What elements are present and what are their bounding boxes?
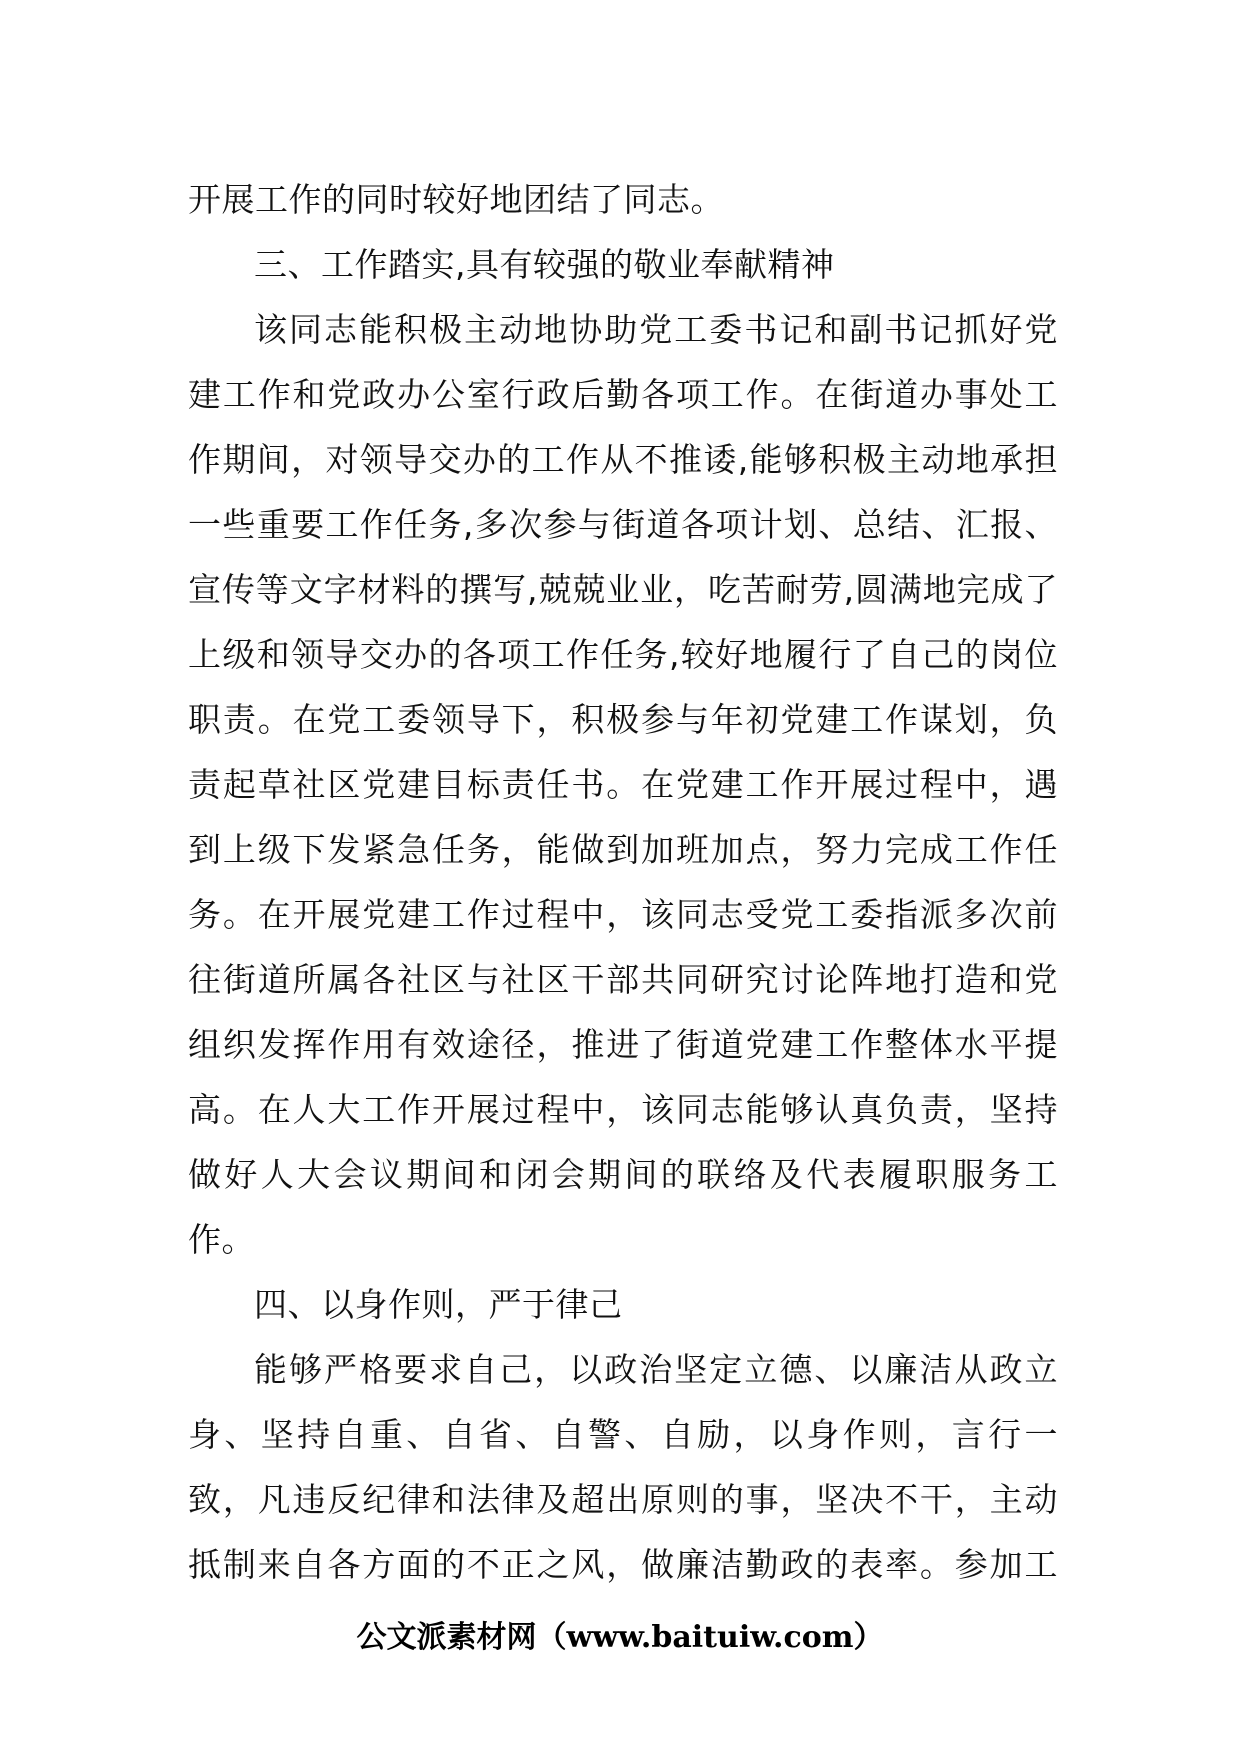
text-line: 组织发挥作用有效途径，推进了街道党建工作整体水平提 [188,1025,1058,1064]
text-line: 建工作和党政办公室行政后勤各项工作。在街道办事处工 [188,375,1058,414]
text-line: 该同志能积极主动地协助党工委书记和副书记抓好党 [254,310,1058,349]
text-line: 宣传等文字材料的撰写,兢兢业业，吃苦耐劳,圆满地完成了 [188,570,1058,609]
text-line: 到上级下发紧急任务，能做到加班加点，努力完成工作任 [188,830,1058,869]
text-line: 能够严格要求自己，以政治坚定立德、以廉洁从政立 [254,1350,1058,1389]
text-line: 职责。在党工委领导下，积极参与年初党建工作谋划，负 [188,700,1058,739]
text-line: 往街道所属各社区与社区干部共同研究讨论阵地打造和党 [188,960,1058,999]
text-line: 上级和领导交办的各项工作任务,较好地履行了自己的岗位 [188,635,1058,674]
text-line: 务。在开展党建工作过程中，该同志受党工委指派多次前 [188,895,1058,934]
text-line: 抵制来自各方面的不正之风，做廉洁勤政的表率。参加工 [188,1545,1058,1584]
footer-watermark: 公文派素材网（www.baituiw.com） [356,1620,884,1655]
text-line: 作。 [188,1220,255,1259]
text-line: 四、以身作则，严于律己 [254,1285,623,1324]
text-line: 开展工作的同时较好地团结了同志。 [188,180,724,219]
text-line: 高。在人大工作开展过程中，该同志能够认真负责，坚持 [188,1090,1058,1129]
text-line: 致，凡违反纪律和法律及超出原则的事，坚决不干，主动 [188,1480,1058,1519]
text-line: 一些重要工作任务,多次参与街道各项计划、总结、汇报、 [188,505,1058,544]
text-line: 责起草社区党建目标责任书。在党建工作开展过程中，遇 [188,765,1058,804]
text-line: 身、坚持自重、自省、自警、自励，以身作则，言行一 [188,1415,1058,1454]
text-line: 作期间，对领导交办的工作从不推诿,能够积极主动地承担 [188,440,1058,479]
text-line: 做好人大会议期间和闭会期间的联络及代表履职服务工 [188,1155,1058,1194]
document-body [188,167,1058,1597]
text-line: 三、工作踏实,具有较强的敬业奉献精神 [254,245,835,284]
